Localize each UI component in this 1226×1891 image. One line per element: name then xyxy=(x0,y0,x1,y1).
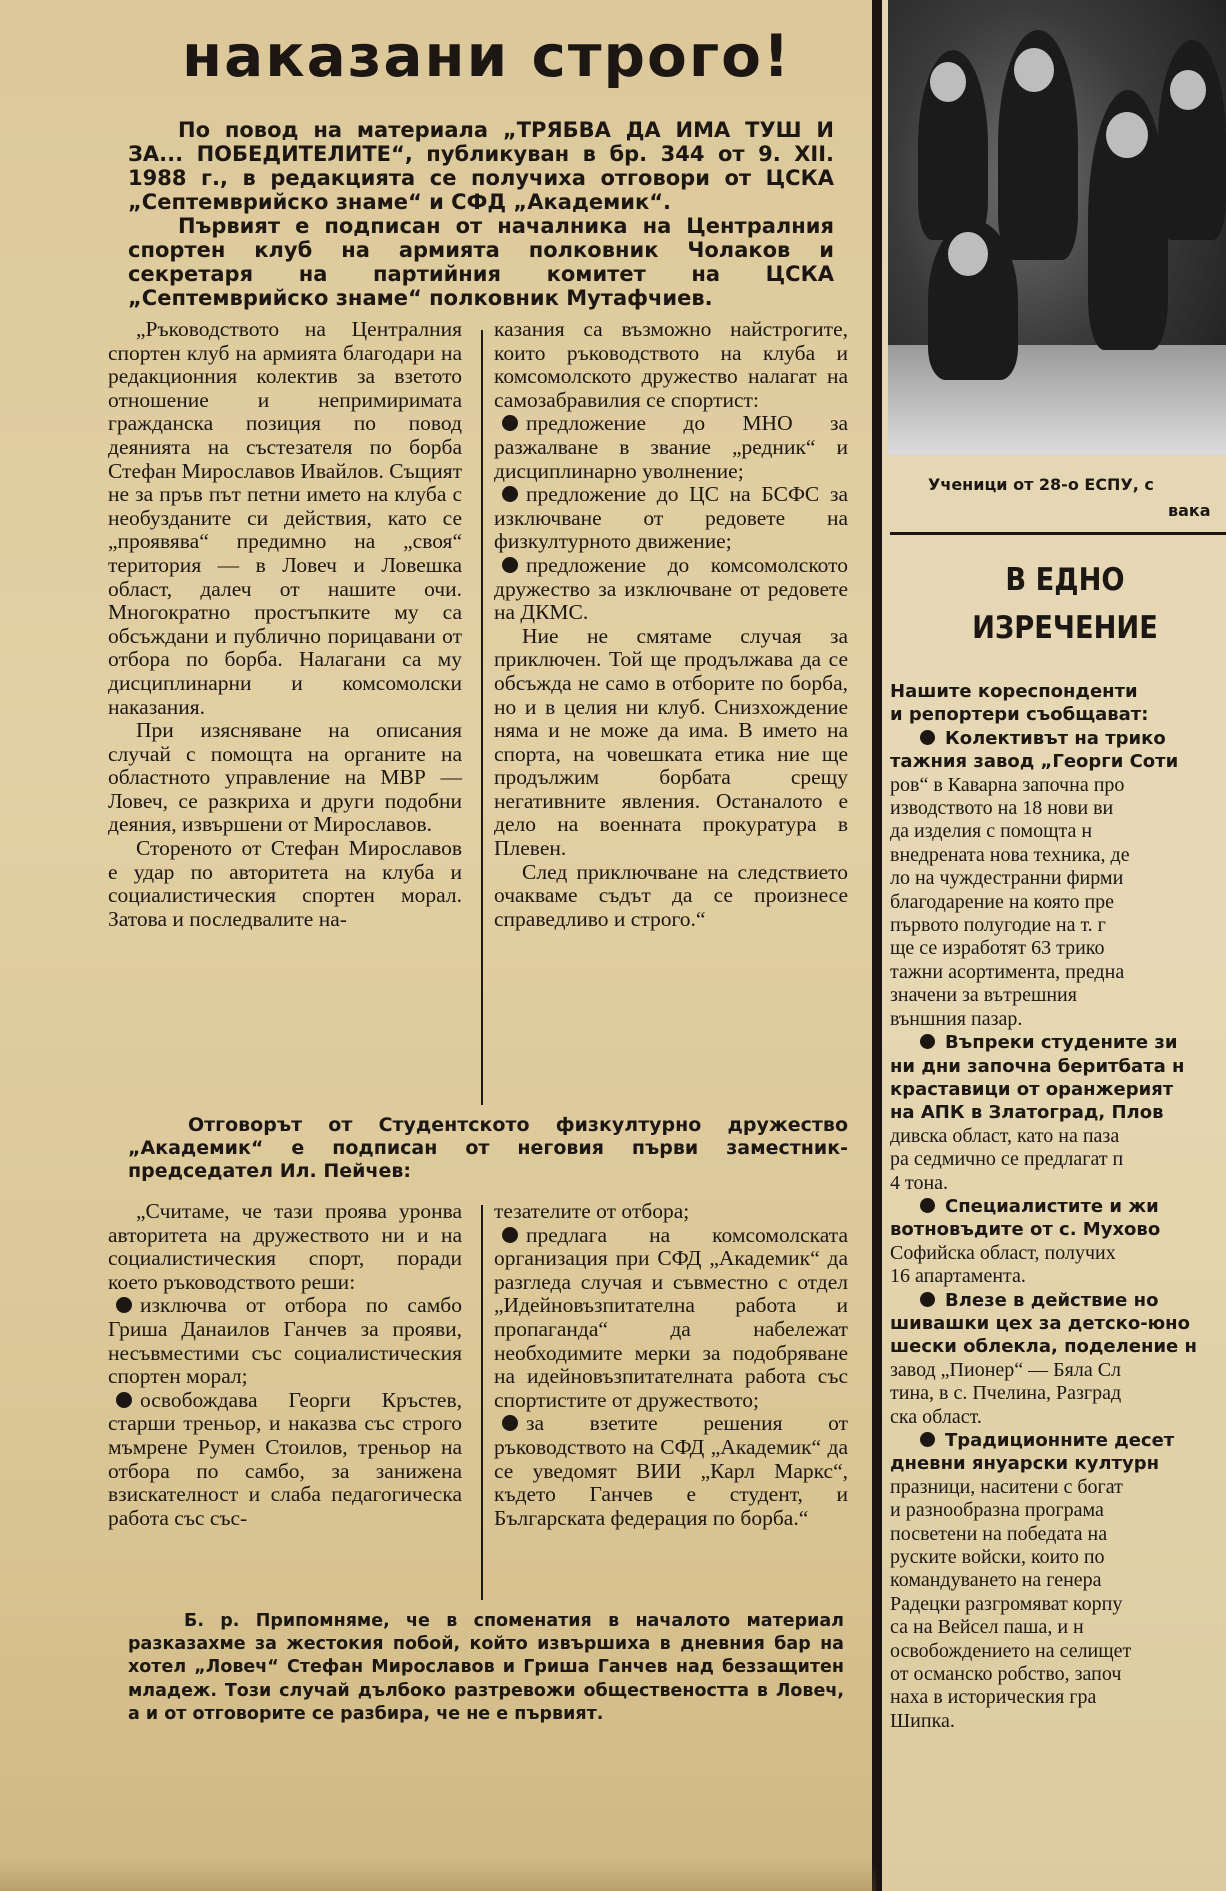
article-paragraph: След приключване на следствието очакваме съдът да се произнесе справедливо и строго.“ xyxy=(494,859,848,931)
news-brief-line: ни дни започна беритбата н xyxy=(890,1055,1185,1077)
news-brief-line: завод „Пионер“ — Бяла Сл xyxy=(890,1358,1122,1381)
news-brief-line: Нашите кореспонденти xyxy=(890,681,1138,702)
news-brief-line: външния пазар. xyxy=(890,1007,1023,1030)
article-lead xyxy=(128,118,834,310)
news-brief-line: Радецки разгромяват корпу xyxy=(890,1592,1123,1615)
news-brief-line: руските войски, които по xyxy=(890,1546,1105,1569)
news-brief-line: тажния завод „Георги Соти xyxy=(890,751,1179,773)
article-paragraph: Ние не смятаме случая за приключен. Той ще продължава да се обсъжда не само в отборите по борба, но и в целия ни клуб. Снизхождение няма и не може да има. В името на спорта, на човешката етика ние ще продължим борбата срещу негативните явления. Останалото е дело на военната прокуратура в Плевен. xyxy=(494,623,848,861)
photo-caption xyxy=(928,472,1226,524)
photo-face xyxy=(1106,112,1148,158)
news-brief-line: шески облекла, поделение н xyxy=(890,1336,1197,1358)
photo-caption-line: Ученици от 28-о ЕСПУ, с xyxy=(928,475,1154,494)
section-rule xyxy=(890,532,1226,535)
lead-paragraph: Първият е подписан от началника на Централния спортен клуб на армията полковник Чолаков и секретаря на партийния комитет на ЦСКА „Септемврийско знаме“ полковник Мутафчиев. xyxy=(128,214,834,310)
academic-intro: Отговорът от Студентското физкултурно дружество „Академик“ е подписан от неговия първи заместник-председател Ил. Пейчев: xyxy=(128,1114,848,1182)
news-brief-line: значени за вътрешния xyxy=(890,984,1077,1007)
news-brief-line: ров“ в Каварна започна про xyxy=(890,773,1125,796)
lead-paragraph: По повод на материала „ТРЯБВА ДА ИМА ТУШ И ЗА... ПОБЕДИТЕЛИТЕ“, публикуван в бр. 344 от 9. XII. 1988 г., в редакцията се получиха отговори от ЦСКА „Септемврийско знаме“ и СФД „Академик“. xyxy=(128,118,834,214)
photo-face xyxy=(948,232,988,276)
news-brief-line: 4 тона. xyxy=(890,1171,949,1194)
news-brief-line: дневни януарски културн xyxy=(890,1453,1160,1475)
news-brief-line: Традиционните десет xyxy=(890,1429,1226,1452)
bullet-icon xyxy=(502,1227,518,1243)
article-paragraph: тезателите от отбора; xyxy=(494,1199,690,1223)
bullet-icon xyxy=(920,1034,935,1049)
news-brief-line: Софийска област, получих xyxy=(890,1241,1116,1264)
news-brief-line: и разнообразна програма xyxy=(890,1499,1104,1522)
page-fold-divider xyxy=(872,0,882,1891)
bullet-item: предложение до комсомолското дружество за изключване от редовете на ДКМС. xyxy=(494,552,848,625)
news-brief-line: тина, в с. Пчелина, Разград xyxy=(890,1382,1122,1405)
news-brief-line: на АПК в Златоград, Плов xyxy=(890,1102,1164,1124)
bullet-icon xyxy=(502,1415,518,1431)
bullet-item: освобождава Георги Кръстев, старши треньор, и наказва със строго мъмрене Румен Стоилов, треньор на отбора по самбо, за занижена взискателност и слаба педагогическа работа със със- xyxy=(108,1387,462,1530)
bullet-item: изключва от отбора по самбо Гриша Данаилов Ганчев за прояви, несъвместими със социалистическия спортен морал; xyxy=(108,1293,462,1389)
news-brief-line: командуването на генера xyxy=(890,1569,1102,1592)
photo-caption-line: вака xyxy=(1168,501,1211,520)
article-paragraph: При изясняване на описания случай с помощта на органите на областното управление на МВР — Ловеч, се разкриха и други подобни деяния, извършени от Мирославов. xyxy=(108,718,462,837)
news-brief-line: са на Вейсел паша, и н xyxy=(890,1616,1084,1639)
news-brief-line: Специалистите и жи xyxy=(890,1195,1226,1218)
news-brief-line: Влезе в действие но xyxy=(890,1289,1226,1312)
bullet-item: предложение до МНО за разжалване в звание „редник“ и дисциплинарно уволнение; xyxy=(494,411,848,483)
bullet-icon xyxy=(920,1198,935,1213)
cska-column-right xyxy=(494,318,848,931)
news-brief-line: да изделия с помощта н xyxy=(890,820,1093,843)
news-brief-line: ска област. xyxy=(890,1405,982,1428)
bullet-icon xyxy=(116,1392,132,1408)
photo-face xyxy=(1014,48,1054,92)
bullet-item: предлага на комсомолската организация при СФД „Академик“ да разгледа случая и съвместно с отдел „Идейновъзпитателна работа и пропаганда“ да набележат необходимите мерки за подобряване на идейновъзпитателната работа със спортистите от дружеството; xyxy=(494,1222,848,1412)
article-paragraph: „Считаме, че тази проява уронва авторитета на дружеството ни и на социалистическия спорт, поради което ръководството реши: xyxy=(108,1199,462,1294)
news-brief-line: ще се изработят 63 трико xyxy=(890,937,1105,960)
column-divider xyxy=(481,1205,483,1600)
news-brief-line: наха в историческия гра xyxy=(890,1686,1097,1709)
bullet-item: предложение до ЦС на БСФС за изключване от редовете на физкултурното движение; xyxy=(494,482,848,554)
news-brief-line: първото полугодие на т. г xyxy=(890,914,1106,937)
news-brief-line: от османско робство, започ xyxy=(890,1663,1122,1686)
bullet-icon xyxy=(502,486,518,502)
article-paragraph: „Ръководството на Централния спортен клуб на армията благодари на редакционния колектив за взетото отношение и непримиримата гражданска позиция по повод деянията на състезателя по борба Стефан Мирославов Ивайлов. Същият не за пръв път петни името на клуба с необузданите си действия, като се „проявява“ предимно на „своя“ територия — в Ловеч и Ловешка област, далеч от нашите очи. Многократно простъпките му са обсъждани и публично порицавани от отбора по борба. Налагани са му дисциплинарни и комсомолски наказания. xyxy=(108,317,462,719)
news-brief-line: краставици от оранжерият xyxy=(890,1078,1174,1100)
editor-note: Б. р. Припомняме, че в споменатия в началото материал разказахме за жестокия побой, който извършиха в дневния бар на хотел „Ловеч“ Стефан Мирославов и Гриша Ганчев над беззащитен младеж. Този случай дълбоко разтревожи обществеността в Ловеч, а и от отговорите се разбира, че не е първият. xyxy=(128,1611,844,1724)
news-brief-line: и репортери съобщават: xyxy=(890,704,1149,726)
news-brief-line: ра седмично се предлагат п xyxy=(890,1148,1124,1171)
bullet-icon xyxy=(116,1297,132,1313)
news-brief-line: вотновъдите от с. Мухово xyxy=(890,1219,1161,1241)
academic-column-left xyxy=(108,1200,462,1530)
news-brief-line: празници, наситени с богат xyxy=(890,1475,1123,1498)
photo-face xyxy=(930,62,966,102)
news-brief-line: Колективът на трико xyxy=(890,727,1226,750)
news-brief-line: дивска област, като на паза xyxy=(890,1124,1120,1147)
news-briefs-column xyxy=(890,680,1226,1760)
news-brief-line: Въпреки студените зи xyxy=(890,1031,1226,1054)
bullet-icon xyxy=(920,730,935,745)
news-brief-line: 16 апартамента. xyxy=(890,1265,1026,1288)
article-headline: наказани строго! xyxy=(182,22,792,90)
news-brief-line: изводството на 18 нови ви xyxy=(890,797,1114,820)
bullet-icon xyxy=(920,1432,935,1447)
news-brief-line: тажни асортимента, предна xyxy=(890,960,1125,983)
academic-column-right xyxy=(494,1200,848,1530)
bullet-icon xyxy=(920,1292,935,1307)
news-brief-line: благодарение на която пре xyxy=(890,890,1115,913)
news-brief-line: освобождението на селищет xyxy=(890,1639,1132,1662)
bullet-icon xyxy=(502,415,518,431)
children-photo xyxy=(888,0,1226,455)
news-brief-line: Шипка. xyxy=(890,1709,955,1732)
paper-edge xyxy=(0,1860,876,1891)
article-paragraph: Стореното от Стефан Мирославов е удар по авторитета на клуба и социалистическия спортен морал. Затова и последвалите на- xyxy=(108,836,462,931)
bullet-icon xyxy=(502,557,518,573)
news-brief-line: ло на чуждестранни фирми xyxy=(890,867,1124,890)
column-divider xyxy=(481,330,483,1105)
cska-column-left xyxy=(108,318,462,931)
news-brief-line: шивашки цех за детско-юно xyxy=(890,1312,1190,1334)
section-title: В ЕДНО ИЗРЕЧЕНИЕ xyxy=(972,562,1158,646)
photo-face xyxy=(1170,70,1206,110)
article-paragraph: казания са възможно найстрогите, които ръководството на клуба и комсомолското дружество налагат на самозабравилия се спортист: xyxy=(494,317,848,412)
news-brief-line: посветени на победата на xyxy=(890,1522,1108,1545)
bullet-item: за взетите решения от ръководството на СФД „Академик“ да се уведомят ВИИ „Карл Маркс“, където Ганчев е студент, и Българската федерация по борба.“ xyxy=(494,1411,848,1530)
news-brief-line: внедрената нова техника, де xyxy=(890,843,1130,866)
